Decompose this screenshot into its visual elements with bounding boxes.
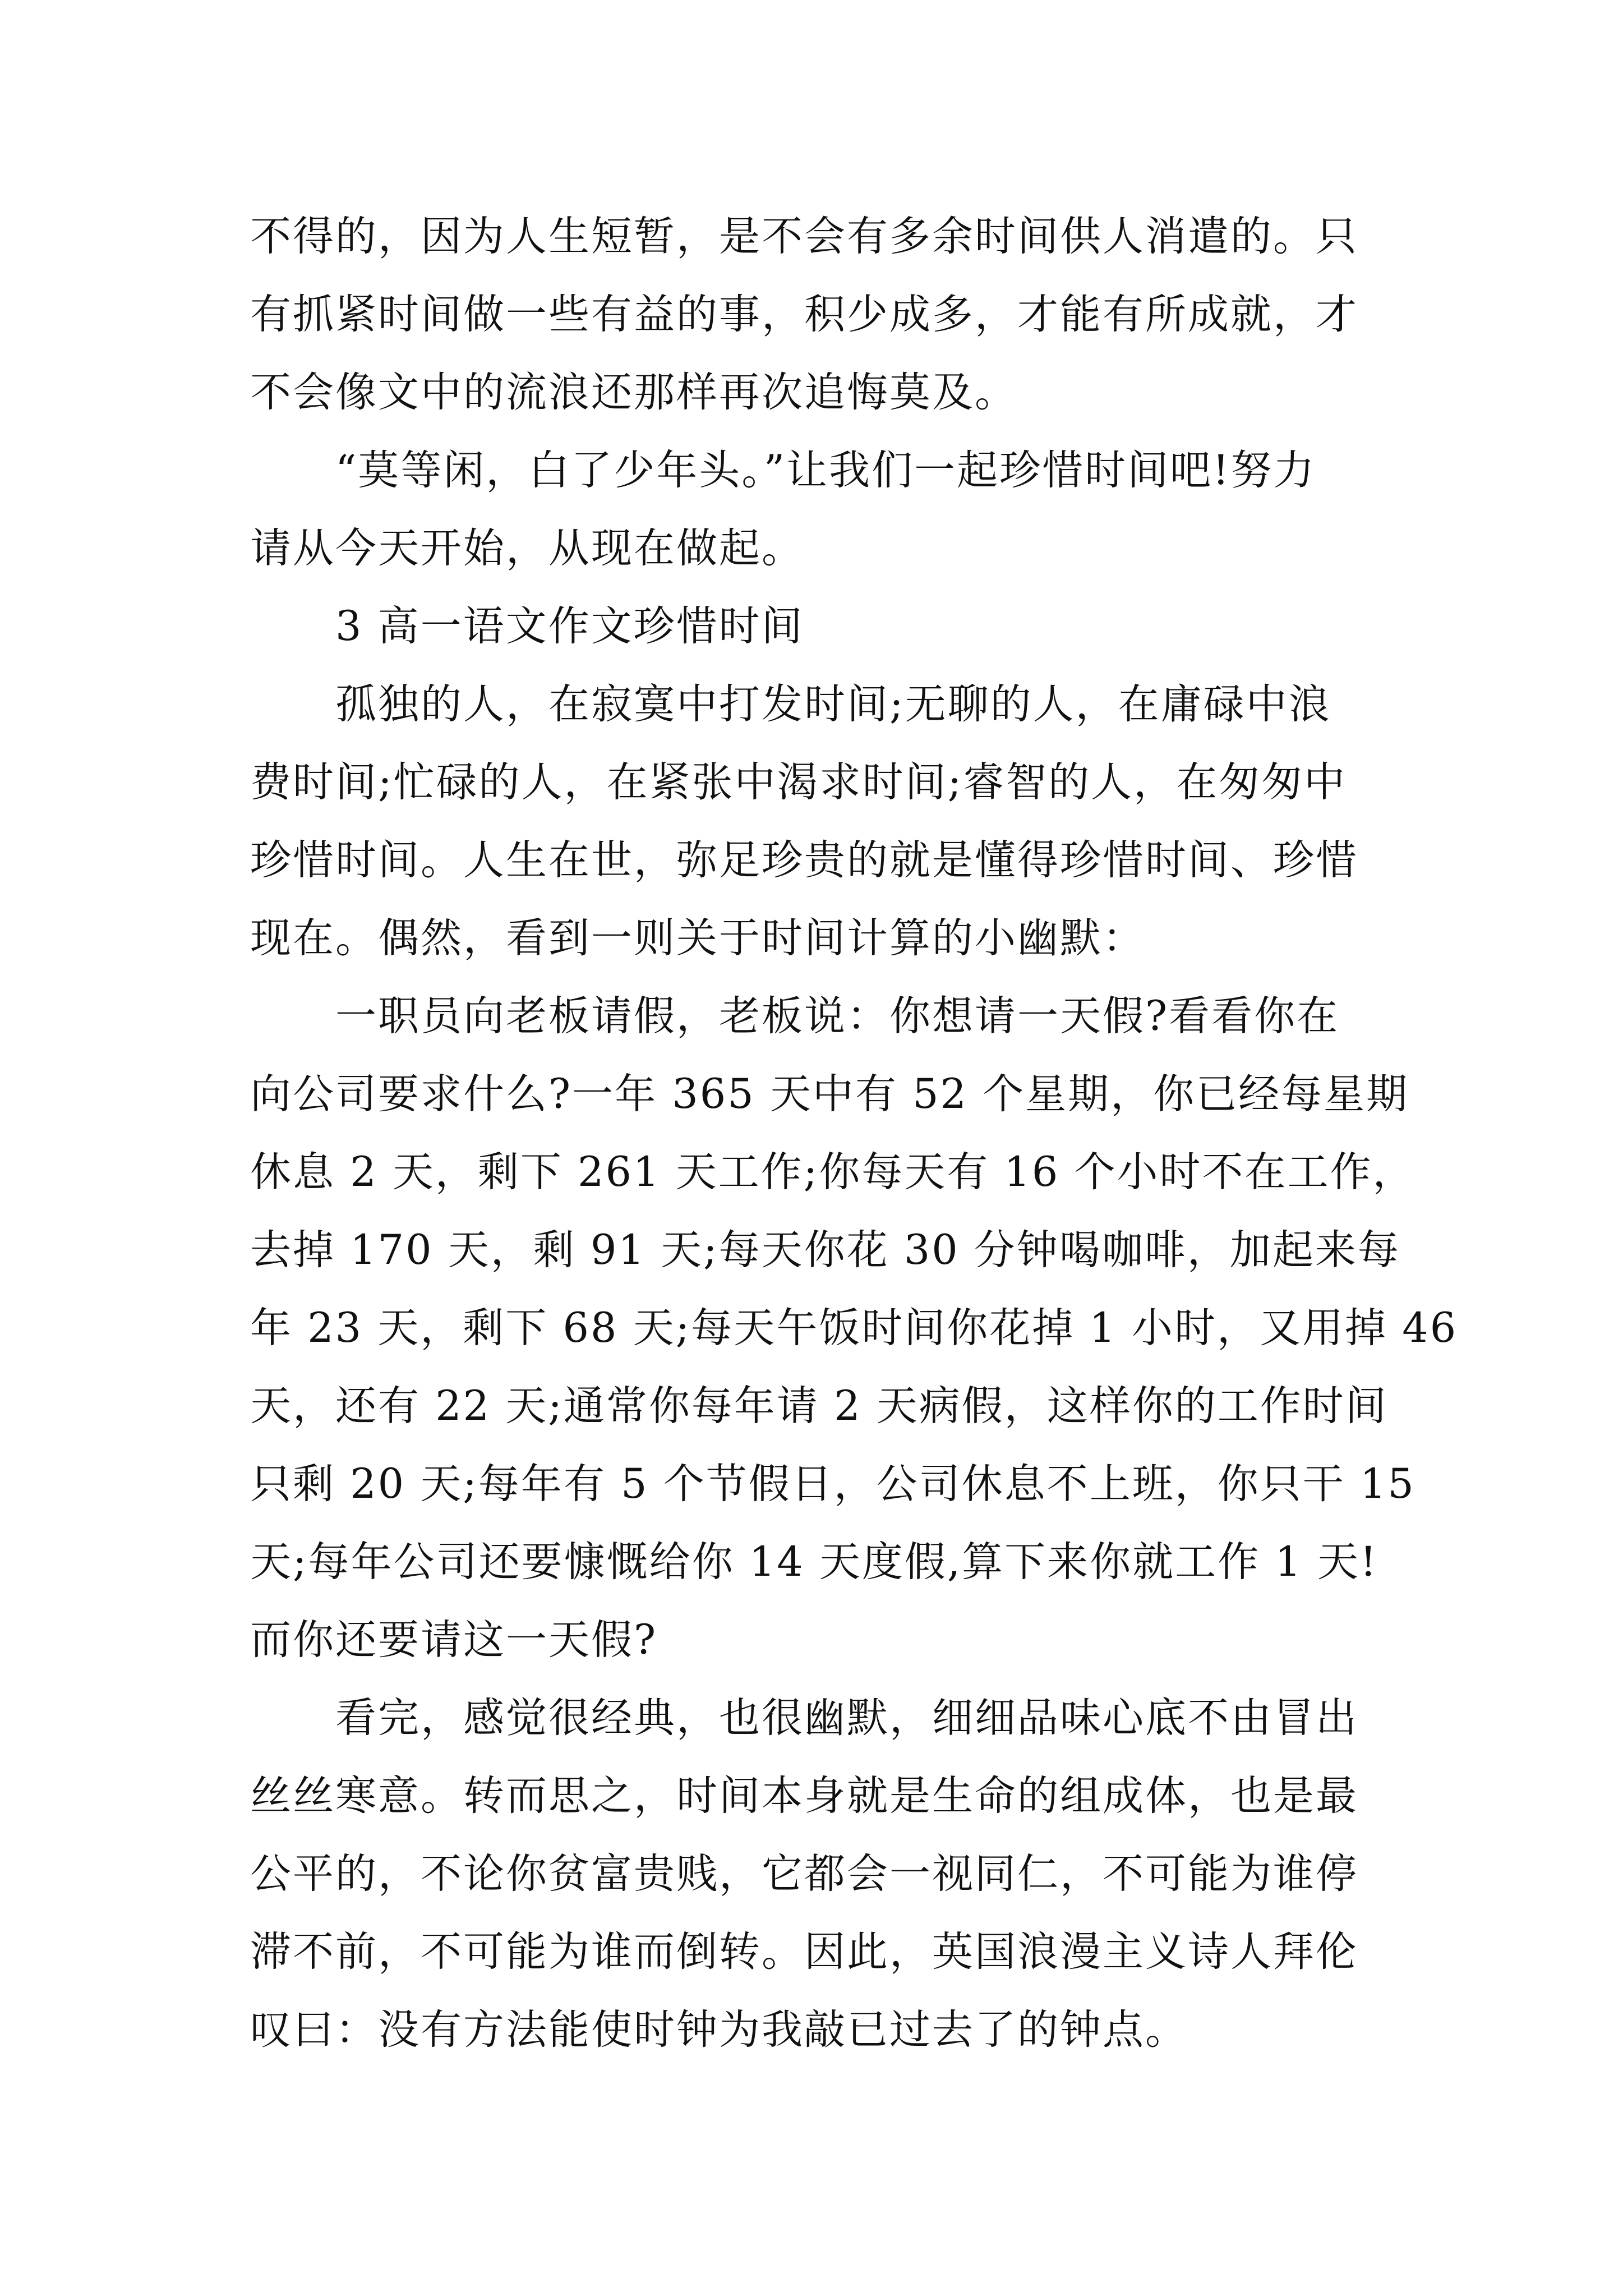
text-line: 天，还有 22 天;通常你每年请 2 天病假，这样你的工作时间: [250, 1382, 1388, 1430]
text-line: 有抓紧时间做一些有益的事，积少成多，才能有所成就，才: [250, 291, 1358, 338]
document-body: [250, 197, 1458, 2069]
text-line: 向公司要求什么?一年 365 天中有 52 个星期，你已经每星期: [250, 1070, 1409, 1118]
text-line: 叹曰：没有方法能使时钟为我敲已过去了的钟点。: [250, 2006, 1188, 2054]
text-line: 孤独的人，在寂寞中打发时间;无聊的人，在庸碌中浪: [250, 680, 1331, 728]
text-line: 丝丝寒意。转而思之，时间本身就是生命的组成体，也是最: [250, 1772, 1358, 1820]
text-line: 不会像文中的流浪还那样再次追悔莫及。: [250, 369, 1017, 416]
text-line: 珍惜时间。人生在世，弥足珍贵的就是懂得珍惜时间、珍惜: [250, 836, 1358, 884]
text-line: 滞不前，不可能为谁而倒转。因此，英国浪漫主义诗人拜伦: [250, 1928, 1358, 1976]
text-line: 现在。偶然，看到一则关于时间计算的小幽默：: [250, 914, 1145, 962]
text-line: 年 23 天，剩下 68 天;每天午饭时间你花掉 1 小时，又用掉 46: [250, 1304, 1458, 1352]
text-line: 天;每年公司还要慷慨给你 14 天度假,算下来你就工作 1 天!: [250, 1538, 1378, 1586]
text-line: 只剩 20 天;每年有 5 个节假日，公司休息不上班，你只干 15: [250, 1460, 1415, 1508]
text-line: 费时间;忙碌的人，在紧张中渴求时间;睿智的人，在匆匆中: [250, 758, 1347, 806]
text-line: 不得的，因为人生短暂，是不会有多余时间供人消遣的。只: [250, 213, 1358, 260]
text-line: 去掉 170 天，剩 91 天;每天你花 30 分钟喝咖啡，加起来每: [250, 1226, 1400, 1274]
section-heading: 3 高一语文作文珍惜时间: [250, 602, 804, 650]
text-line: 而你还要请这一天假?: [250, 1616, 658, 1664]
text-line: 公平的，不论你贫富贵贱，它都会一视同仁，不可能为谁停: [250, 1850, 1358, 1898]
text-line: “莫等闲，白了少年头。”让我们一起珍惜时间吧!努力: [250, 447, 1316, 494]
text-line: 看完，感觉很经典，也很幽默，细细品味心底不由冒出: [250, 1694, 1358, 1742]
text-line: 请从今天开始，从现在做起。: [250, 524, 804, 572]
text-line: 休息 2 天，剩下 261 天工作;你每天有 16 个小时不在工作，: [250, 1148, 1415, 1196]
text-line: 一职员向老板请假，老板说：你想请一天假?看看你在: [250, 992, 1340, 1040]
